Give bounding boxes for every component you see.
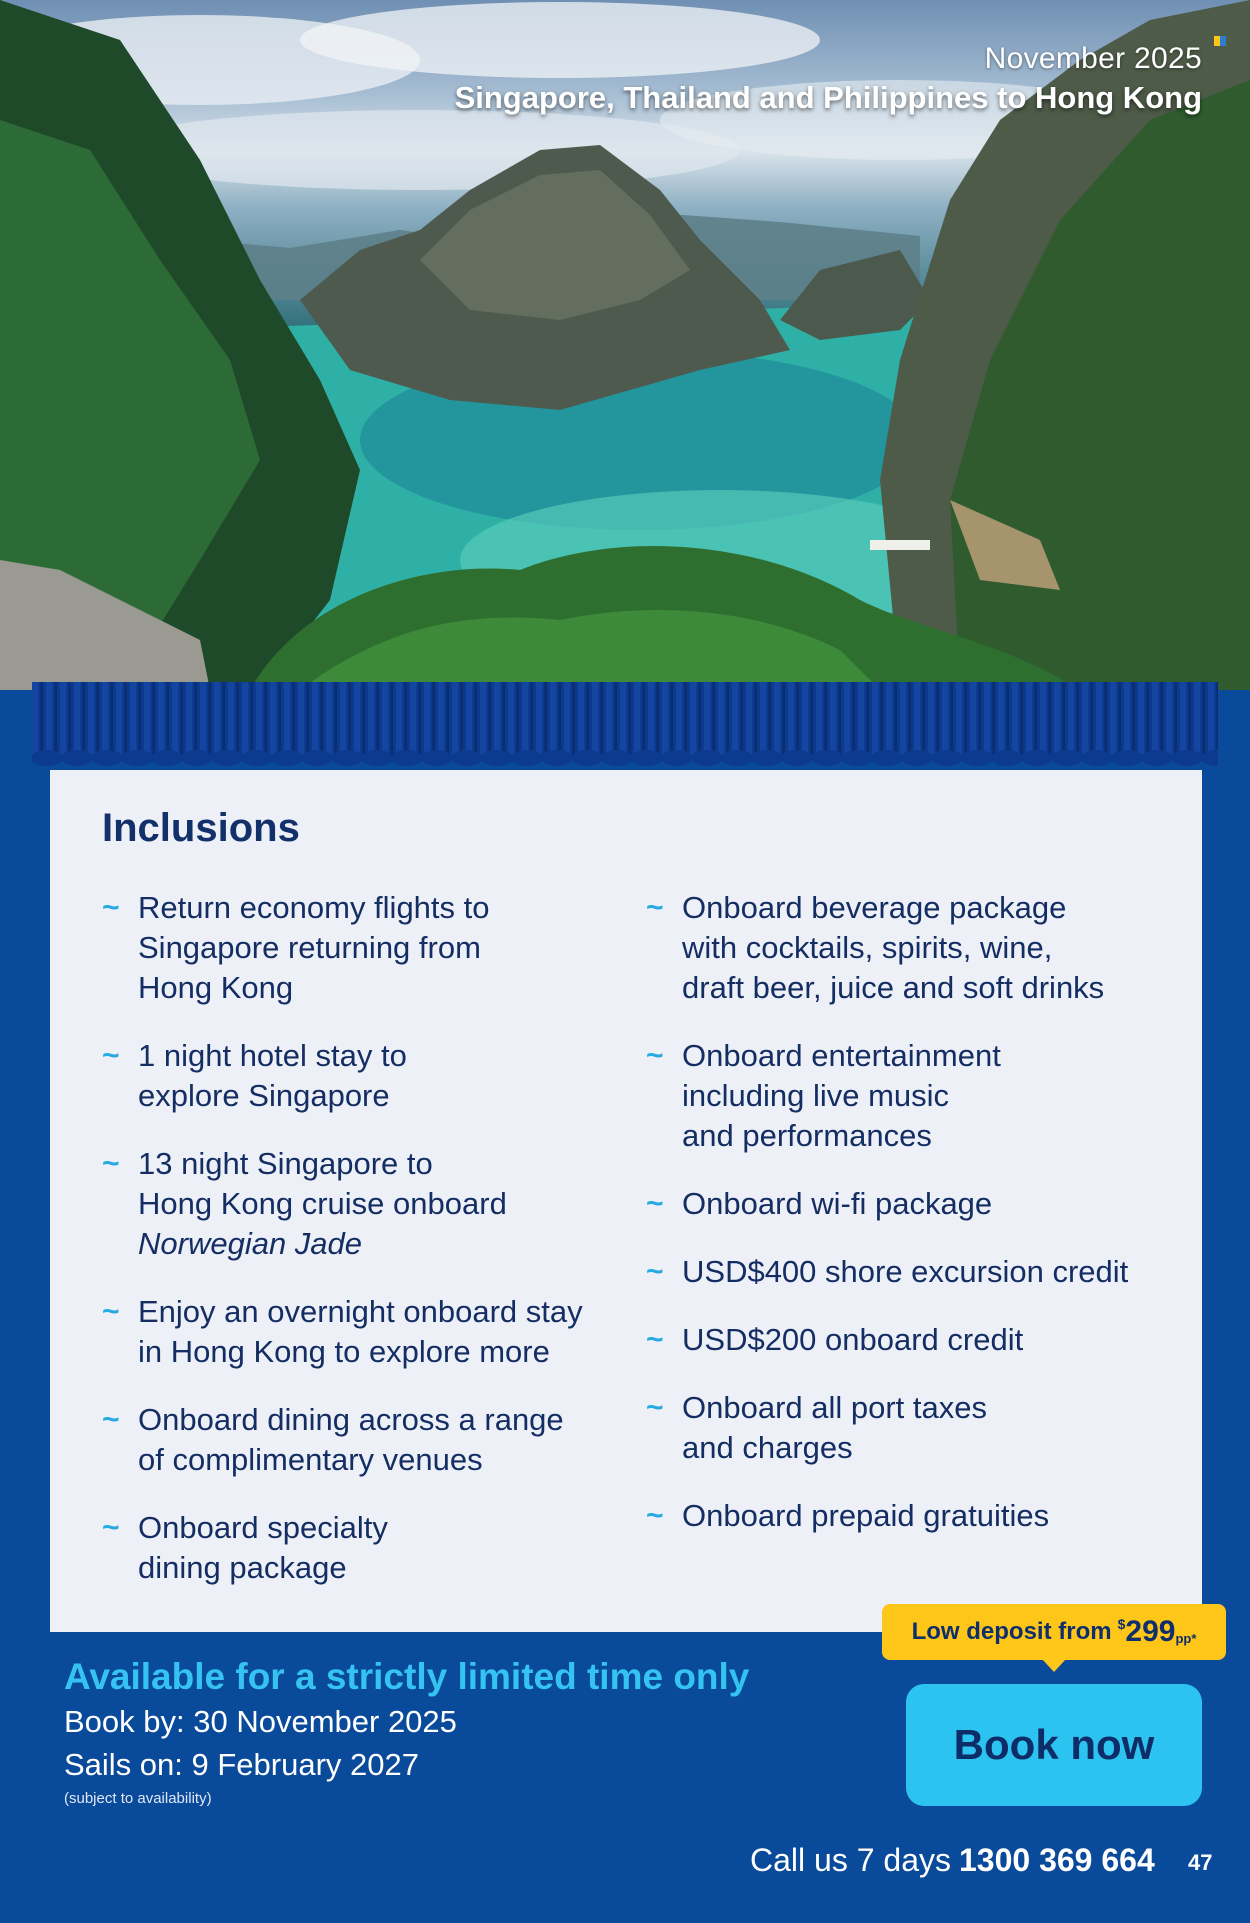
phone-number[interactable]: 1300 369 664 xyxy=(958,1842,1155,1878)
bullet-tilde-icon: ~ xyxy=(646,1187,664,1220)
bullet-tilde-icon: ~ xyxy=(102,891,120,924)
bullet-tilde-icon: ~ xyxy=(646,1255,664,1288)
inclusion-line: explore Singapore xyxy=(138,1078,390,1113)
ship-name: Norwegian Jade xyxy=(138,1226,363,1261)
inclusion-line: Onboard dining across a range xyxy=(138,1402,564,1437)
inclusion-line: Hong Kong cruise onboard xyxy=(138,1186,507,1221)
inclusion-line: draft beer, juice and soft drinks xyxy=(682,970,1105,1005)
flag-icon xyxy=(1214,36,1226,46)
inclusion-line: 1 night hotel stay to xyxy=(138,1038,407,1073)
inclusion-item xyxy=(102,1400,602,1480)
inclusion-item xyxy=(102,1144,602,1264)
bullet-tilde-icon: ~ xyxy=(646,1323,664,1356)
inclusion-line: Singapore returning from xyxy=(138,930,481,965)
inclusion-line: Onboard entertainment xyxy=(682,1038,1001,1073)
inclusion-line: including live music xyxy=(682,1078,950,1113)
inclusion-item xyxy=(646,1388,1166,1468)
contact-prefix: Call us 7 days xyxy=(750,1842,951,1878)
page-number: 47 xyxy=(1188,1850,1213,1875)
inclusion-line: USD$200 onboard credit xyxy=(682,1322,1024,1357)
contact-line xyxy=(750,1842,1155,1879)
inclusion-item xyxy=(646,1496,1166,1536)
inclusion-line: Onboard wi-fi package xyxy=(682,1186,993,1221)
curtain-decoration xyxy=(32,682,1218,778)
deposit-suffix: pp* xyxy=(1175,1631,1197,1646)
inclusions-card xyxy=(50,770,1202,1632)
deposit-value: 299 xyxy=(1125,1615,1176,1648)
inclusion-item xyxy=(646,888,1166,1008)
inclusion-item xyxy=(646,1036,1166,1156)
bullet-tilde-icon: ~ xyxy=(646,1039,664,1072)
inclusions-left-column xyxy=(102,888,602,1616)
bullet-tilde-icon: ~ xyxy=(646,1499,664,1532)
hero-image xyxy=(0,0,1250,690)
inclusion-line: in Hong Kong to explore more xyxy=(138,1334,550,1369)
inclusion-item xyxy=(102,1508,602,1588)
bullet-tilde-icon: ~ xyxy=(102,1511,120,1544)
inclusion-item xyxy=(102,1036,602,1116)
hero-title: Singapore, Thailand and Philippines to Hong Kong xyxy=(454,80,1202,115)
inclusion-item xyxy=(646,1320,1166,1360)
inclusion-line: of complimentary venues xyxy=(138,1442,483,1477)
bullet-tilde-icon: ~ xyxy=(102,1147,120,1180)
book-by-date: Book by: 30 November 2025 xyxy=(64,1704,457,1739)
inclusions-right-column xyxy=(646,888,1166,1564)
inclusion-line: Enjoy an overnight onboard stay xyxy=(138,1294,583,1329)
bullet-tilde-icon: ~ xyxy=(102,1403,120,1436)
inclusion-line: Onboard all port taxes xyxy=(682,1390,988,1425)
inclusion-line: Hong Kong xyxy=(138,970,294,1005)
deposit-amount xyxy=(1118,1615,1197,1649)
deposit-currency: $ xyxy=(1117,1616,1126,1632)
inclusion-line: with cocktails, spirits, wine, xyxy=(682,930,1053,965)
bullet-tilde-icon: ~ xyxy=(102,1039,120,1072)
inclusion-line: and performances xyxy=(682,1118,932,1153)
bullet-tilde-icon: ~ xyxy=(102,1295,120,1328)
inclusion-line: Onboard prepaid gratuities xyxy=(682,1498,1050,1533)
hero-date: November 2025 xyxy=(984,42,1202,75)
inclusion-item xyxy=(102,888,602,1008)
inclusion-item xyxy=(646,1252,1166,1292)
sails-on-date: Sails on: 9 February 2027 xyxy=(64,1747,419,1782)
availability-note: (subject to availability) xyxy=(64,1790,212,1807)
inclusion-line: USD$400 shore excursion credit xyxy=(682,1254,1129,1289)
inclusion-line: Onboard specialty xyxy=(138,1510,388,1545)
bullet-tilde-icon: ~ xyxy=(646,891,664,924)
inclusion-line: dining package xyxy=(138,1550,347,1585)
bullet-tilde-icon: ~ xyxy=(646,1391,664,1424)
deposit-badge xyxy=(882,1604,1226,1660)
inclusion-line: Return economy flights to xyxy=(138,890,490,925)
inclusions-title: Inclusions xyxy=(102,806,300,850)
inclusion-line: and charges xyxy=(682,1430,853,1465)
inclusion-line: 13 night Singapore to xyxy=(138,1146,433,1181)
book-now-button[interactable]: Book now xyxy=(906,1684,1202,1806)
inclusion-line: Onboard beverage package xyxy=(682,890,1067,925)
inclusion-item xyxy=(102,1292,602,1372)
offer-headline: Available for a strictly limited time only xyxy=(64,1656,750,1697)
inclusion-item xyxy=(646,1184,1166,1224)
deposit-label: Low deposit from xyxy=(911,1618,1112,1645)
